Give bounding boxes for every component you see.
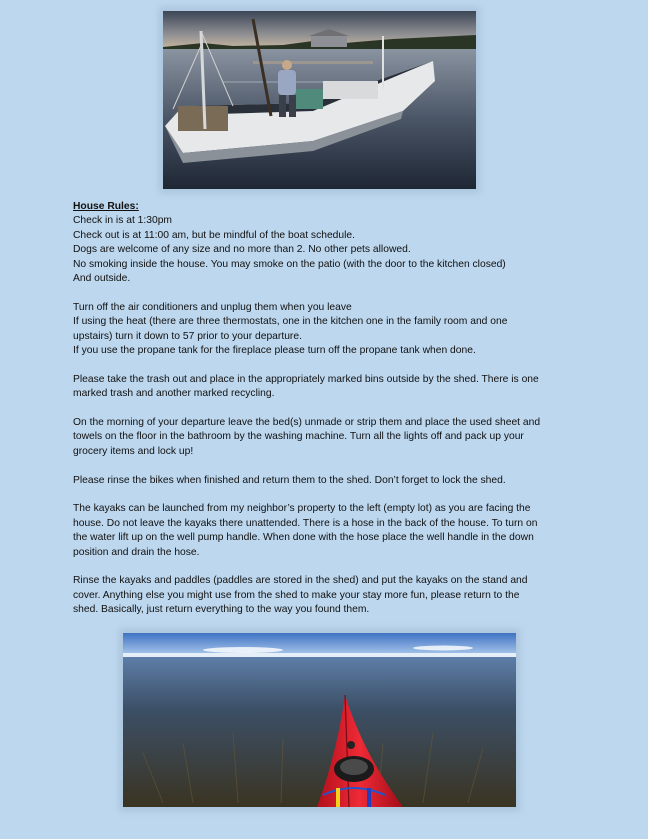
rinse-line-1: Rinse the kayaks and paddles (paddles are stored in the shed) and put the kayaks on the stand and xyxy=(73,575,528,587)
heat-line-1: If using the heat (there are three thermostats, one in the kitchen one in the family room and one xyxy=(73,316,508,328)
heat-line-2: upstairs) turn it down to 57 prior to your departure. xyxy=(73,330,302,342)
kayaks-line-2: house. Do not leave the kayaks there unattended. There is a hose in the back of the house. To turn on xyxy=(73,517,538,529)
rinse-line-2: cover. Anything else you might use from the shed to make your stay more fun, please return to the xyxy=(73,589,520,601)
house-rules-heading: House Rules: xyxy=(73,201,139,212)
kayak-photo xyxy=(123,633,516,807)
bikes-line-1: Please rinse the bikes when finished and return them to the shed. Don’t forget to lock the shed. xyxy=(73,474,506,486)
departure-line-2: towels on the floor in the bathroom by the washing machine. Turn all the lights off and pack up your xyxy=(73,431,524,443)
kayaks-line-1: The kayaks can be launched from my neighbor’s property to the left (empty lot) as you are facing the xyxy=(73,503,531,515)
boat-photo xyxy=(163,11,476,189)
checkout-line: Check out is at 11:00 am, but be mindful of the boat schedule. xyxy=(73,229,356,241)
ac-line: Turn off the air conditioners and unplug them when you leave xyxy=(73,301,352,313)
kayaks-paragraph xyxy=(73,502,573,560)
departure-line-3: grocery items and lock up! xyxy=(73,445,194,457)
bikes-paragraph xyxy=(73,474,573,488)
kayaks-line-3: the water lift up on the well pump handle. When done with the hose place the well handle in the down xyxy=(73,532,534,544)
rinse-line-3: shed. Basically, just return everything to the way you found them. xyxy=(73,604,370,616)
propane-line: If you use the propane tank for the fireplace please turn off the propane tank when done. xyxy=(73,345,476,357)
house-rules-text xyxy=(73,200,573,632)
climate-paragraph xyxy=(73,301,573,359)
departure-line-1: On the morning of your departure leave the bed(s) unmade or strip them and place the used sheet and xyxy=(73,417,541,429)
departure-paragraph xyxy=(73,416,573,459)
trash-paragraph xyxy=(73,373,573,402)
smoking-line: No smoking inside the house. You may smoke on the patio (with the door to the kitchen closed) xyxy=(73,258,506,270)
rinse-paragraph xyxy=(73,574,573,617)
trash-line-2: marked trash and another marked recycling. xyxy=(73,388,275,400)
smoking-cont-line: And outside. xyxy=(73,273,131,285)
checkin-line: Check in is at 1:30pm xyxy=(73,215,173,227)
rules-paragraph xyxy=(73,200,573,286)
trash-line-1: Please take the trash out and place in the appropriately marked bins outside by the shed. There is one xyxy=(73,373,539,385)
kayaks-line-4: position and drain the hose. xyxy=(73,546,200,558)
dogs-line: Dogs are welcome of any size and no more than 2. No other pets allowed. xyxy=(73,244,411,256)
